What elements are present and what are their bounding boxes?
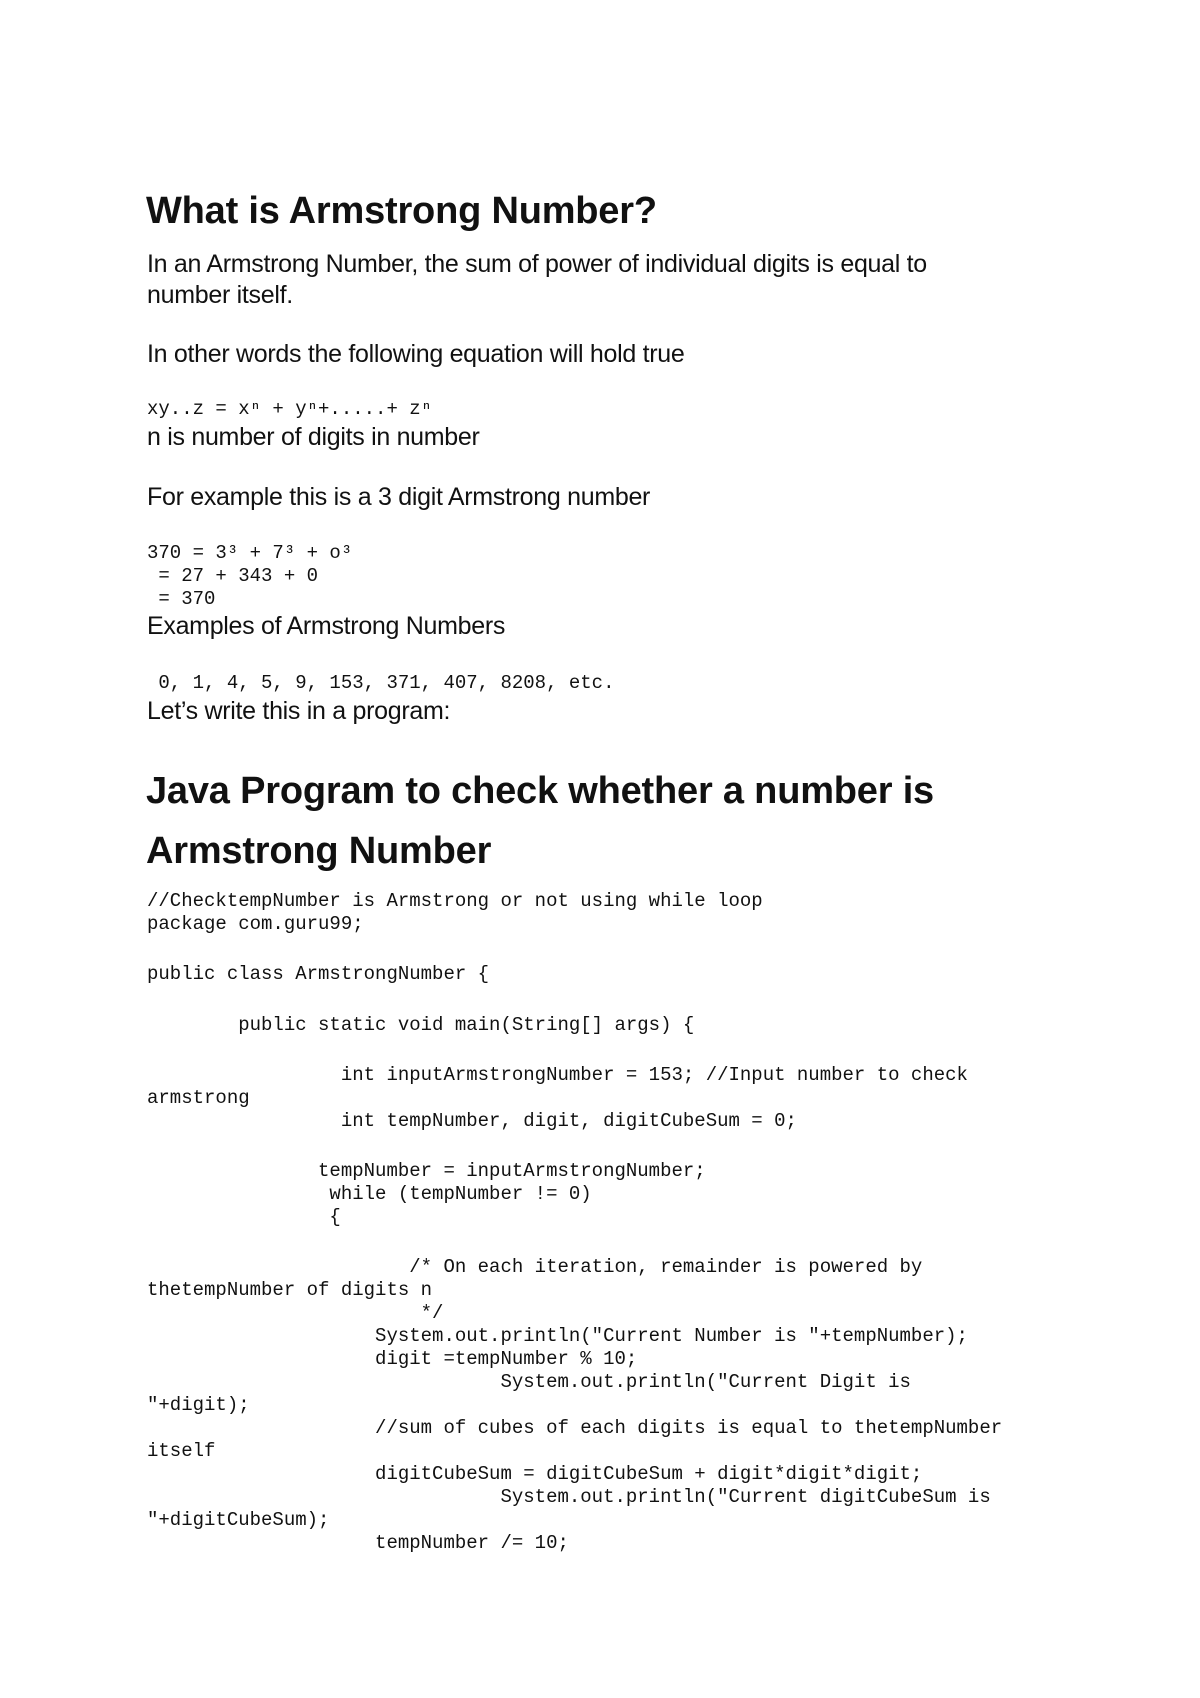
- n-definition: n is number of digits in number: [147, 423, 480, 451]
- heading-what-is-armstrong: What is Armstrong Number?: [146, 190, 657, 232]
- code-line: /* On each iteration, remainder is powered by: [147, 1256, 923, 1278]
- examples-heading: Examples of Armstrong Numbers: [147, 612, 506, 640]
- code-line: package com.guru99;: [147, 913, 364, 935]
- code-line: System.out.println("Current digitCubeSum is: [147, 1486, 991, 1508]
- code-line: thetempNumber of digits n: [147, 1279, 433, 1301]
- code-line: "+digit);: [147, 1394, 250, 1416]
- example-calc-line: = 27 + 343 + 0: [147, 565, 319, 587]
- code-line: int inputArmstrongNumber = 153; //Input number to check: [147, 1064, 968, 1086]
- code-line: int tempNumber, digit, digitCubeSum = 0;: [147, 1110, 797, 1132]
- lets-write-program: Let’s write this in a program:: [147, 697, 451, 725]
- heading-java-program-line-1: Java Program to check whether a number is: [146, 770, 934, 812]
- code-line: //sum of cubes of each digits is equal to thetempNumber: [147, 1417, 1003, 1439]
- code-line: tempNumber = inputArmstrongNumber;: [147, 1160, 706, 1182]
- code-line: itself: [147, 1440, 216, 1462]
- code-line: public static void main(String[] args) {: [147, 1014, 695, 1036]
- example-intro: For example this is a 3 digit Armstrong number: [147, 483, 651, 511]
- code-line: while (tempNumber != 0): [147, 1183, 592, 1205]
- code-line: "+digitCubeSum);: [147, 1509, 330, 1531]
- code-line: armstrong: [147, 1087, 250, 1109]
- code-line: public class ArmstrongNumber {: [147, 963, 490, 985]
- code-line: {: [147, 1206, 341, 1228]
- heading-java-program-line-2: Armstrong Number: [146, 830, 492, 872]
- intro-paragraph-line-2: number itself.: [147, 281, 293, 309]
- equation-line: xy..z = xⁿ + yⁿ+.....+ zⁿ: [147, 398, 433, 420]
- code-line: digit =tempNumber % 10;: [147, 1348, 638, 1370]
- example-calc-line: 370 = 3³ + 7³ + o³: [147, 542, 353, 564]
- code-line: digitCubeSum = digitCubeSum + digit*digit*digit;: [147, 1463, 923, 1485]
- code-line: System.out.println("Current Number is "+tempNumber);: [147, 1325, 968, 1347]
- example-calc-line: = 370: [147, 588, 216, 610]
- intro-paragraph-line-1: In an Armstrong Number, the sum of power of individual digits is equal to: [147, 250, 927, 278]
- code-line: System.out.println("Current Digit is: [147, 1371, 911, 1393]
- code-line: tempNumber /= 10;: [147, 1532, 569, 1554]
- code-line: */: [147, 1302, 444, 1324]
- code-line: //ChecktempNumber is Armstrong or not using while loop: [147, 890, 763, 912]
- examples-list: 0, 1, 4, 5, 9, 153, 371, 407, 8208, etc.: [147, 672, 615, 694]
- other-words-paragraph: In other words the following equation will hold true: [147, 340, 685, 368]
